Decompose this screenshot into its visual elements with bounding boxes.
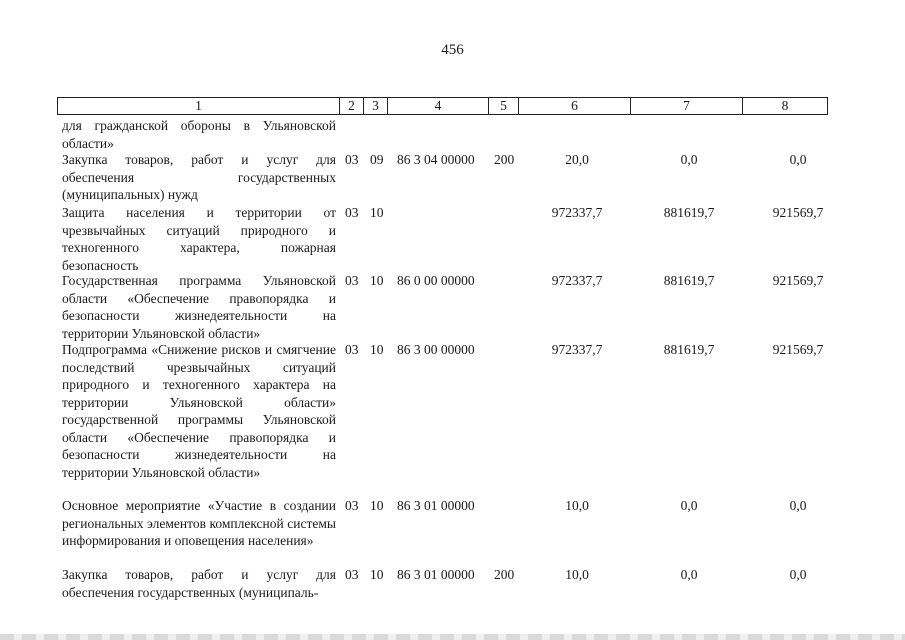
column-header-7: 7 [631,98,743,115]
subsection-code: 09 [370,152,384,167]
amount-year-2: 0,0 [680,152,698,167]
amount-year-3: 921569,7 [772,205,824,220]
amount-year-3: 921569,7 [772,342,824,357]
subsection-code: 10 [370,567,384,582]
amount-year-1: 20,0 [565,152,589,167]
section-code: 03 [345,498,359,513]
row-description: Государственная программа Ульяновской области «Обеспечение правопорядка и безопасности жизнедеятельности на территории Ульяновской области» [62,273,336,341]
subsection-code: 10 [370,342,384,357]
column-header-4: 4 [388,98,489,115]
amount-year-2: 0,0 [680,498,698,513]
amount-year-1: 972337,7 [551,205,603,220]
row-description: Закупка товаров, работ и услуг для обеспечения государственных (муниципальных) нужд [62,152,336,202]
amount-year-2: 0,0 [680,567,698,582]
amount-year-1: 972337,7 [551,273,603,288]
target-article-code: 86 3 01 00000 [397,498,475,513]
amount-year-1: 972337,7 [551,342,603,357]
amount-year-3: 921569,7 [772,273,824,288]
target-article-code: 86 3 01 00000 [397,567,475,582]
column-header-6: 6 [519,98,631,115]
amount-year-3: 0,0 [789,567,807,582]
page-number: 456 [441,42,464,58]
subsection-code: 10 [370,498,384,513]
amount-year-1: 10,0 [565,498,589,513]
row-description: Закупка товаров, работ и услуг для обеспечения государственных (муниципаль- [62,567,336,600]
target-article-code: 86 3 00 00000 [397,342,475,357]
expense-type-code: 200 [494,152,515,167]
amount-year-1: 10,0 [565,567,589,582]
row-description: для гражданской обороны в Ульяновской области» [62,118,336,151]
column-header-5: 5 [489,98,519,115]
amount-year-2: 881619,7 [663,342,715,357]
subsection-code: 10 [370,273,384,288]
column-header-8: 8 [743,98,828,115]
amount-year-2: 881619,7 [663,205,715,220]
scan-edge-artifact [0,634,905,640]
column-header-3: 3 [364,98,388,115]
column-header-2: 2 [340,98,364,115]
expense-type-code: 200 [494,567,515,582]
amount-year-2: 881619,7 [663,273,715,288]
row-description: Подпрограмма «Снижение рисков и смягчение последствий чрезвычайных ситуаций природного и техногенного характера на территории Ульяновской области» государственной программы Ульяновской области «Обеспечение правопорядка и безопасности жизнедеятельности на территории Ульяновской области» [62,342,336,480]
section-code: 03 [345,205,359,220]
section-code: 03 [345,342,359,357]
amount-year-3: 0,0 [789,152,807,167]
column-header-1: 1 [58,98,340,115]
section-code: 03 [345,567,359,582]
row-description: Основное мероприятие «Участие в создании региональных элементов комплексной системы информирования и оповещения населения» [62,498,336,548]
amount-year-3: 0,0 [789,498,807,513]
target-article-code: 86 3 04 00000 [397,152,475,167]
target-article-code: 86 0 00 00000 [397,273,475,288]
section-code: 03 [345,152,359,167]
section-code: 03 [345,273,359,288]
subsection-code: 10 [370,205,384,220]
row-description: Защита населения и территории от чрезвычайных ситуаций природного и техногенного характера, пожарная безопасность [62,205,336,273]
